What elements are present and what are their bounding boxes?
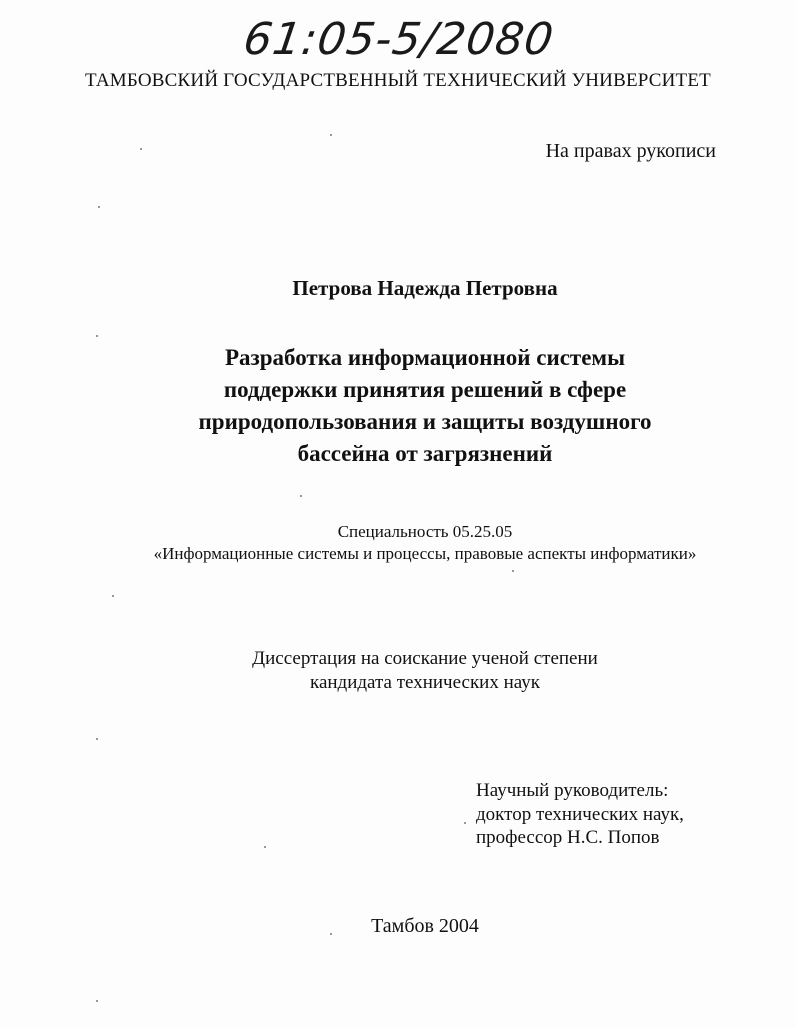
title-line: Разработка информационной системы	[224, 345, 626, 370]
scan-speck	[96, 738, 98, 740]
scan-speck	[464, 822, 466, 824]
scan-speck	[98, 206, 100, 208]
scan-speck	[264, 846, 266, 848]
university-name: ТАМБОВСКИЙ ГОСУДАРСТВЕННЫЙ ТЕХНИЧЕСКИЙ УНИВЕРСИТЕТ	[85, 70, 711, 91]
scan-speck	[96, 335, 98, 337]
scan-speck	[112, 595, 114, 597]
rights-note: На правах рукописи	[545, 140, 716, 162]
scan-speck	[512, 570, 514, 572]
degree-line: Диссертация на соискание ученой степени	[252, 648, 598, 669]
specialty-code: Специальность 05.25.05	[337, 522, 513, 541]
dissertation-title	[0, 342, 796, 470]
handwritten-archive-code: 61:05-5/2080	[240, 14, 558, 65]
title-line: поддержки принятия решений в сфере	[223, 377, 627, 402]
degree-line: кандидата технических наук	[310, 672, 540, 693]
scan-speck	[96, 1000, 98, 1002]
specialty-name: «Информационные системы и процессы, правовые аспекты информатики»	[153, 544, 697, 563]
supervisor-line: Научный руководитель:	[476, 780, 669, 801]
title-line: бассейна от загрязнений	[297, 441, 553, 466]
scan-speck	[330, 933, 332, 935]
city-year: Тамбов 2004	[371, 915, 479, 937]
scan-speck	[140, 148, 142, 150]
scan-speck	[300, 495, 302, 497]
supervisor-block	[476, 779, 684, 850]
degree-statement	[0, 647, 796, 695]
supervisor-line: профессор Н.С. Попов	[476, 827, 660, 848]
title-line: природопользования и защиты воздушного	[198, 409, 652, 434]
specialty-block	[0, 521, 796, 565]
author-name: Петрова Надежда Петровна	[292, 276, 558, 300]
supervisor-line: доктор технических наук,	[476, 803, 684, 825]
scan-speck	[330, 134, 332, 136]
